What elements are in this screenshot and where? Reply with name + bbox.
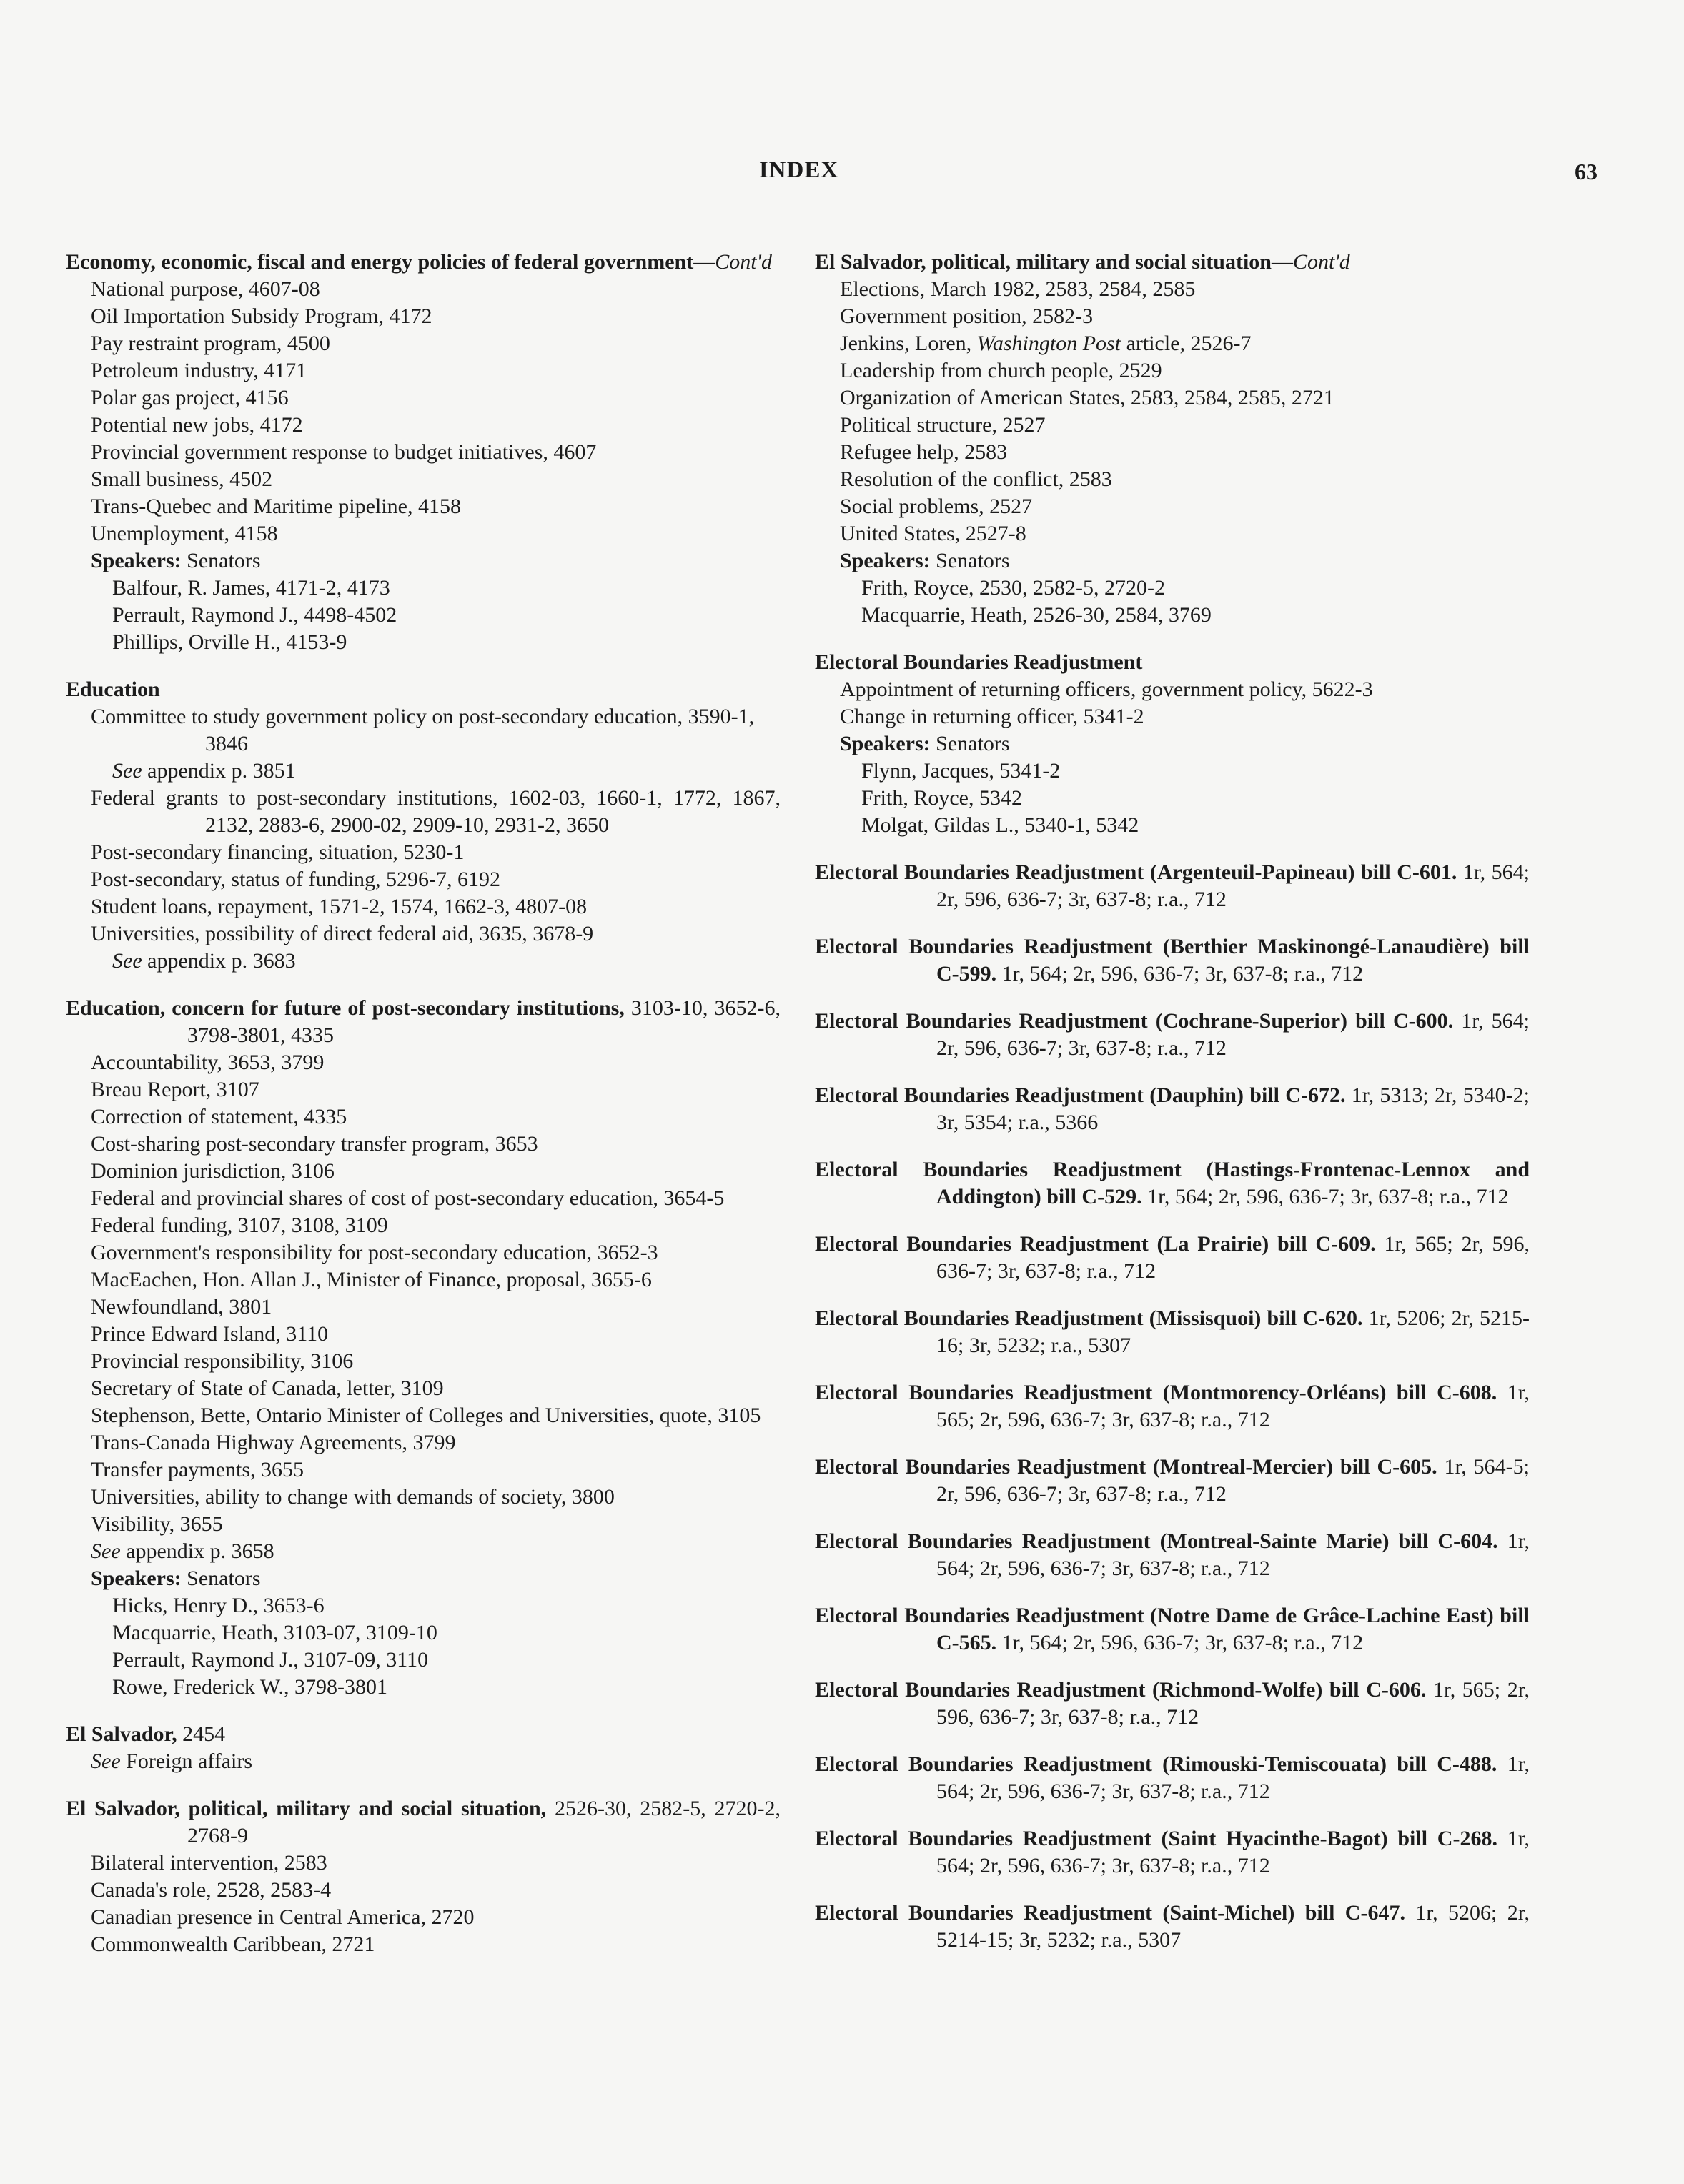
- heading-locators: 2526-30, 2582-5, 2720-2, 2768-9: [187, 1797, 781, 1847]
- bill-title: Electoral Boundaries Readjustment (Saint-Michel) bill C-647.: [815, 1901, 1405, 1925]
- left-column: [66, 249, 781, 1978]
- subentry: Transfer payments, 3655: [91, 1458, 304, 1481]
- bill-readings: 1r, 564; 2r, 596, 636-7; 3r, 637-8; r.a., 712: [936, 1529, 1530, 1580]
- subentry: Newfoundland, 3801: [91, 1295, 272, 1319]
- speakers-line: [815, 547, 1530, 575]
- bill-title: Electoral Boundaries Readjustment (La Prairie) bill C-609.: [815, 1232, 1376, 1256]
- bill-entry: [815, 859, 1530, 913]
- subentry: Pay restraint program, 4500: [91, 332, 330, 355]
- page-header-title: INDEX: [758, 157, 839, 183]
- bill-entry: [815, 1156, 1530, 1211]
- speakers-line: [66, 547, 781, 575]
- bill-entry: [815, 1602, 1530, 1657]
- entry-heading: [66, 1795, 781, 1850]
- bill-title: Electoral Boundaries Readjustment (Notre Dame de Grâce-Lachine East) bill C-565.: [815, 1604, 1530, 1654]
- subentry-jenkins: [815, 330, 1530, 357]
- contd-label: Cont'd: [1292, 250, 1350, 274]
- bill-readings: 1r, 564; 2r, 596, 636-7; 3r, 637-8; r.a., 712: [936, 1827, 1530, 1877]
- index-entry-education: [66, 676, 781, 975]
- bill-entry: [815, 1454, 1530, 1508]
- bill-title: Electoral Boundaries Readjustment (Montmorency-Orléans) bill C-608.: [815, 1381, 1497, 1404]
- bill-title: Electoral Boundaries Readjustment (Saint Hyacinthe-Bagot) bill C-268.: [815, 1827, 1497, 1850]
- speakers-role: Senators: [936, 549, 1010, 572]
- subentry: Political structure, 2527: [840, 413, 1046, 437]
- subentry: Refugee help, 2583: [840, 440, 1008, 464]
- bill-entry: [815, 1008, 1530, 1062]
- speakers-label: Speakers:: [840, 732, 931, 755]
- subentry: National purpose, 4607-08: [91, 277, 320, 301]
- subentry: Prince Edward Island, 3110: [91, 1322, 329, 1346]
- index-entry-economy: [66, 249, 781, 656]
- heading-text: Economy, economic, fiscal and energy policies of federal government: [66, 250, 694, 274]
- bill-entry: [815, 1528, 1530, 1582]
- bill-readings: 1r, 5206; 2r, 5215-16; 3r, 5232; r.a., 5307: [936, 1306, 1530, 1357]
- speakers-role: Senators: [187, 1567, 261, 1590]
- subentry: Post-secondary financing, situation, 5230-1: [91, 840, 465, 864]
- bill-readings: 1r, 564; 2r, 596, 636-7; 3r, 637-8; r.a., 712: [1001, 1631, 1364, 1654]
- publication-title: Washington Post: [976, 332, 1121, 355]
- heading-text: El Salvador, political, military and social situation: [815, 250, 1272, 274]
- index-entry-el-salvador-contd: [815, 249, 1530, 629]
- subentry: Leadership from church people, 2529: [840, 359, 1162, 382]
- see-word: See: [112, 759, 142, 783]
- subentry: Petroleum industry, 4171: [91, 359, 307, 382]
- bill-title: Electoral Boundaries Readjustment (Hastings-Frontenac-Lennox and Addington) bill C-529.: [815, 1158, 1530, 1208]
- bill-title: Electoral Boundaries Readjustment (Richmond-Wolfe) bill C-606.: [815, 1678, 1427, 1702]
- entry-heading: Electoral Boundaries Readjustment: [815, 650, 1143, 674]
- subentry: Bilateral intervention, 2583: [91, 1851, 327, 1875]
- subentry: Dominion jurisdiction, 3106: [91, 1159, 335, 1183]
- subentry: Federal grants to post-secondary institutions, 1602-03, 1660-1, 1772, 1867, 2132, 2883-6, 2900-02, 2909-10, 2931-2, 3650: [91, 786, 781, 837]
- bill-title: Electoral Boundaries Readjustment (Dauphin) bill C-672.: [815, 1083, 1346, 1107]
- jenkins-name: Jenkins, Loren,: [840, 332, 972, 355]
- subentry: Visibility, 3655: [91, 1512, 223, 1536]
- speakers-line: [815, 730, 1530, 758]
- heading-text: El Salvador,: [66, 1722, 177, 1746]
- subentry: Commonwealth Caribbean, 2721: [91, 1932, 375, 1956]
- see-target: appendix p. 3658: [126, 1539, 274, 1563]
- see-word: See: [112, 949, 142, 973]
- bill-readings: 1r, 564; 2r, 596, 636-7; 3r, 637-8; r.a., 712: [936, 860, 1530, 911]
- heading-text: Education, concern for future of post-secondary institutions,: [66, 996, 625, 1020]
- subentry: Correction of statement, 4335: [91, 1105, 347, 1128]
- subentry: Federal and provincial shares of cost of post-secondary education, 3654-5: [91, 1186, 725, 1210]
- subentry: Secretary of State of Canada, letter, 3109: [91, 1376, 444, 1400]
- bill-title: Electoral Boundaries Readjustment (Argenteuil-Papineau) bill C-601.: [815, 860, 1457, 884]
- bill-entry: [815, 933, 1530, 988]
- subentry: Breau Report, 3107: [91, 1078, 259, 1101]
- bill-entry: [815, 1825, 1530, 1880]
- subentry: Provincial responsibility, 3106: [91, 1349, 354, 1373]
- contd-label: Cont'd: [715, 250, 772, 274]
- speaker: Balfour, R. James, 4171-2, 4173: [112, 576, 390, 600]
- subentry: Student loans, repayment, 1571-2, 1574, 1662-3, 4807-08: [91, 895, 588, 918]
- speaker: Frith, Royce, 2530, 2582-5, 2720-2: [861, 576, 1165, 600]
- index-entry-el-salvador-situation: [66, 1795, 781, 1958]
- bill-readings: 1r, 564; 2r, 596, 636-7; 3r, 637-8; r.a., 712: [1001, 962, 1364, 986]
- subentry: Provincial government response to budget initiatives, 4607: [91, 440, 597, 464]
- bill-title: Electoral Boundaries Readjustment (Missisquoi) bill C-620.: [815, 1306, 1363, 1330]
- speakers-line: [66, 1565, 781, 1592]
- right-column: [815, 249, 1530, 1974]
- entry-heading: Education: [66, 677, 160, 701]
- speaker: Perrault, Raymond J., 4498-4502: [112, 603, 397, 627]
- bill-readings: 1r, 5206; 2r, 5214-15; 3r, 5232; r.a., 5307: [936, 1901, 1530, 1952]
- speaker: Phillips, Orville H., 4153-9: [112, 630, 347, 654]
- bill-title: Electoral Boundaries Readjustment (Montreal-Sainte Marie) bill C-604.: [815, 1529, 1498, 1553]
- bill-readings: 1r, 5313; 2r, 5340-2; 3r, 5354; r.a., 5366: [936, 1083, 1530, 1134]
- subentry: Universities, possibility of direct federal aid, 3635, 3678-9: [91, 922, 594, 945]
- subentry: Stephenson, Bette, Ontario Minister of Colleges and Universities, quote, 3105: [91, 1404, 761, 1427]
- bill-entry: [815, 1082, 1530, 1136]
- subentry: Small business, 4502: [91, 467, 273, 491]
- heading-text: El Salvador, political, military and social situation,: [66, 1797, 547, 1820]
- subentry: Post-secondary, status of funding, 5296-7, 6192: [91, 868, 500, 891]
- see-target: appendix p. 3683: [147, 949, 296, 973]
- speaker: Macquarrie, Heath, 3103-07, 3109-10: [112, 1621, 437, 1644]
- subentry: Elections, March 1982, 2583, 2584, 2585: [840, 277, 1196, 301]
- bill-entry: [815, 1379, 1530, 1434]
- jenkins-locator: article, 2526-7: [1126, 332, 1252, 355]
- bill-title: Electoral Boundaries Readjustment (Cochrane-Superior) bill C-600.: [815, 1009, 1454, 1033]
- bill-readings: 1r, 564; 2r, 596, 636-7; 3r, 637-8; r.a., 712: [936, 1752, 1530, 1803]
- subentry: MacEachen, Hon. Allan J., Minister of Finance, proposal, 3655-6: [91, 1268, 652, 1291]
- speaker: Macquarrie, Heath, 2526-30, 2584, 3769: [861, 603, 1212, 627]
- bill-readings: 1r, 565; 2r, 596, 636-7; 3r, 637-8; r.a., 712: [936, 1232, 1530, 1283]
- bill-entry: [815, 1751, 1530, 1805]
- bill-entry: [815, 1677, 1530, 1731]
- bill-entry: [815, 1305, 1530, 1359]
- subentry: Unemployment, 4158: [91, 522, 278, 545]
- index-entry-el-salvador: [66, 1721, 781, 1775]
- bill-readings: 1r, 564; 2r, 596, 636-7; 3r, 637-8; r.a., 712: [936, 1009, 1530, 1060]
- entry-heading: Economy, economic, fiscal and energy policies of federal government—Cont'd: [66, 250, 772, 274]
- see-reference: [66, 758, 781, 785]
- speakers-role: Senators: [936, 732, 1010, 755]
- bill-readings: 1r, 564; 2r, 596, 636-7; 3r, 637-8; r.a., 712: [1147, 1185, 1509, 1208]
- subentry: Organization of American States, 2583, 2584, 2585, 2721: [840, 386, 1334, 409]
- bill-readings: 1r, 565; 2r, 596, 636-7; 3r, 637-8; r.a., 712: [936, 1381, 1530, 1431]
- subentry: United States, 2527-8: [840, 522, 1026, 545]
- bill-readings: 1r, 564-5; 2r, 596, 636-7; 3r, 637-8; r.a., 712: [936, 1455, 1530, 1506]
- page-number: 63: [1575, 159, 1598, 184]
- subentry: Government position, 2582-3: [840, 304, 1094, 328]
- bill-title: Electoral Boundaries Readjustment (Berthier Maskinongé-Lanaudière) bill C-599.: [815, 935, 1530, 986]
- entry-heading: [66, 995, 781, 1049]
- see-word: See: [91, 1749, 121, 1773]
- bill-readings: 1r, 565; 2r, 596, 636-7; 3r, 637-8; r.a., 712: [936, 1678, 1530, 1729]
- subentry: Social problems, 2527: [840, 495, 1033, 518]
- subentry: Appointment of returning officers, government policy, 5622-3: [840, 677, 1373, 701]
- subentry: Committee to study government policy on post-secondary education, 3590-1, 3846: [91, 705, 755, 755]
- bill-entry: [815, 1900, 1530, 1954]
- see-target: Foreign affairs: [126, 1749, 253, 1773]
- subentry: Canadian presence in Central America, 2720: [91, 1905, 475, 1929]
- subentry: Federal funding, 3107, 3108, 3109: [91, 1213, 388, 1237]
- bill-title: Electoral Boundaries Readjustment (Montreal-Mercier) bill C-605.: [815, 1455, 1437, 1479]
- subentry: Oil Importation Subsidy Program, 4172: [91, 304, 432, 328]
- subentry: Canada's role, 2528, 2583-4: [91, 1878, 332, 1902]
- subentry: Cost-sharing post-secondary transfer program, 3653: [91, 1132, 538, 1156]
- see-reference: [66, 948, 781, 975]
- speaker: Perrault, Raymond J., 3107-09, 3110: [112, 1648, 429, 1672]
- entry-heading: [66, 1721, 781, 1748]
- index-entry-education-concern: [66, 995, 781, 1701]
- subentry: Change in returning officer, 5341-2: [840, 705, 1144, 728]
- speaker: Flynn, Jacques, 5341-2: [861, 759, 1061, 783]
- see-target: appendix p. 3851: [147, 759, 296, 783]
- see-reference: [66, 1748, 781, 1775]
- subentry: Universities, ability to change with demands of society, 3800: [91, 1485, 615, 1509]
- speaker: Frith, Royce, 5342: [861, 786, 1022, 810]
- speakers-label: Speakers:: [840, 549, 931, 572]
- index-entry-electoral-boundaries: [815, 649, 1530, 839]
- subentry: Trans-Canada Highway Agreements, 3799: [91, 1431, 456, 1454]
- speaker: Hicks, Henry D., 3653-6: [112, 1594, 325, 1617]
- subentry: Government's responsibility for post-secondary education, 3652-3: [91, 1241, 658, 1264]
- heading-locators: 2454: [182, 1722, 226, 1746]
- speakers-role: Senators: [187, 549, 261, 572]
- see-word: See: [91, 1539, 121, 1563]
- bill-title: Electoral Boundaries Readjustment (Rimouski-Temiscouata) bill C-488.: [815, 1752, 1497, 1776]
- entry-heading: El Salvador, political, military and social situation—Cont'd: [815, 250, 1350, 274]
- speakers-label: Speakers:: [91, 1567, 182, 1590]
- speakers-label: Speakers:: [91, 549, 182, 572]
- heading-locators: 3103-10, 3652-6, 3798-3801, 4335: [187, 996, 781, 1047]
- see-reference: [66, 1538, 781, 1565]
- subentry: Polar gas project, 4156: [91, 386, 289, 409]
- speaker: Rowe, Frederick W., 3798-3801: [112, 1675, 387, 1699]
- subentry: Resolution of the conflict, 2583: [840, 467, 1112, 491]
- subentry: Accountability, 3653, 3799: [91, 1051, 325, 1074]
- bill-entry: [815, 1231, 1530, 1285]
- speaker: Molgat, Gildas L., 5340-1, 5342: [861, 813, 1139, 837]
- subentry: Potential new jobs, 4172: [91, 413, 303, 437]
- subentry: Trans-Quebec and Maritime pipeline, 4158: [91, 495, 461, 518]
